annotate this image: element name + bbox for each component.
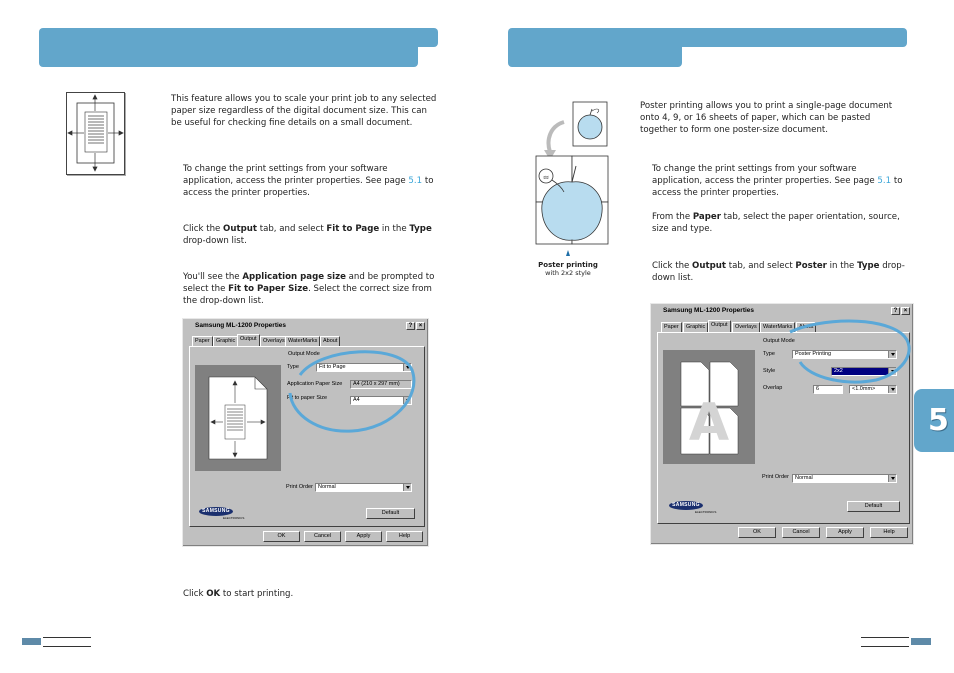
tab-output[interactable]: Output xyxy=(237,334,260,346)
poster-letter-text: A xyxy=(688,393,730,453)
right-intro-text: Poster printing allows you to print a single-page document onto 4, 9, or 16 sheets of paper, which can be pasted together to form one poster-size document. xyxy=(640,101,893,136)
help-button[interactable]: Help xyxy=(870,527,908,538)
txt: You'll see the xyxy=(183,272,243,282)
right-header-band xyxy=(508,28,682,67)
default-button[interactable]: Default xyxy=(847,501,900,512)
samsung-logo-sub: ELECTRONICS xyxy=(695,510,717,514)
fit-size-value: A4 xyxy=(353,397,360,403)
left-intro-text: This feature allows you to scale your print job to any selected paper size regardless of the digital document size. This can be useful for checking fine details on a small document. xyxy=(171,94,437,129)
cancel-button[interactable]: Cancel xyxy=(304,531,341,542)
left-footer-bar xyxy=(22,638,41,645)
txt: To change the print settings from your software application, access the printer properties. See page xyxy=(652,164,878,187)
left-step1-text xyxy=(183,163,439,200)
type-label: Type xyxy=(287,364,299,370)
print-order-label: Print Order xyxy=(286,484,313,490)
txt-bold: Application page size xyxy=(242,272,346,282)
right-footer-line xyxy=(861,646,909,647)
right-step2-text xyxy=(652,211,908,235)
samsung-logo-sub: ELECTRONICS xyxy=(223,516,245,520)
tab-paper[interactable]: Paper xyxy=(661,322,682,332)
txt-bold: Type xyxy=(409,224,432,234)
right-step3-text xyxy=(652,260,908,284)
tab-graphic[interactable]: Graphic xyxy=(683,322,708,332)
txt-bold: Fit to Paper Size xyxy=(228,284,309,295)
txt: drop-down list. xyxy=(652,261,905,284)
style-label: Style xyxy=(763,368,776,374)
fit-size-label: Fit to paper Size xyxy=(287,395,328,401)
type-label: Type xyxy=(763,351,775,357)
print-order-label: Print Order xyxy=(762,474,789,480)
chevron-down-icon[interactable] xyxy=(888,475,896,482)
poster-subcaption: with 2x2 style xyxy=(545,269,591,277)
page-preview xyxy=(663,350,755,464)
left-header-band-tab xyxy=(400,28,438,47)
txt: to start printing. xyxy=(220,589,294,599)
overlap-label: Overlap xyxy=(763,385,783,391)
type-value: Fit to Page xyxy=(319,364,346,370)
app-size-value: A4 (210 x 297 mm) xyxy=(353,381,400,387)
highlight-ellipse-right xyxy=(780,318,920,388)
apply-button[interactable]: Apply xyxy=(345,531,382,542)
ok-button[interactable]: OK xyxy=(738,527,776,538)
print-order-select[interactable] xyxy=(792,474,897,483)
tab-paper[interactable]: Paper xyxy=(192,336,213,346)
dialog-title xyxy=(653,306,911,316)
left-step2-text xyxy=(183,223,439,247)
txt: tab, and select xyxy=(256,224,327,234)
right-header-band-tab xyxy=(670,28,907,47)
type-value: Poster Printing xyxy=(795,351,832,357)
print-order-value: Normal xyxy=(795,475,813,481)
txt-bold: Output xyxy=(692,261,726,271)
left-header-band xyxy=(39,28,418,67)
output-mode-label: Output Mode xyxy=(763,338,795,344)
tab-graphic[interactable]: Graphic xyxy=(213,336,238,346)
left-step3-text xyxy=(183,271,439,308)
tab-about[interactable]: About xyxy=(796,322,816,332)
right-footer-bar xyxy=(911,638,931,645)
close-icon[interactable]: × xyxy=(901,307,910,315)
help-button[interactable]: Help xyxy=(386,531,423,542)
dialog-title-text: Samsung ML-1200 Properties xyxy=(195,322,287,329)
txt: in the xyxy=(379,224,410,234)
print-order-select[interactable] xyxy=(315,483,412,492)
ok-button[interactable]: OK xyxy=(263,531,300,542)
samsung-logo: SAMSUNG xyxy=(199,507,233,516)
tab-overlays[interactable]: Overlays xyxy=(732,322,760,332)
page-link[interactable]: 5.1 xyxy=(877,176,892,187)
left-step1-part: to access the printer properties. xyxy=(183,176,434,199)
txt: tab, and select xyxy=(725,261,796,271)
output-mode-label: Output Mode xyxy=(288,351,320,357)
cancel-button[interactable]: Cancel xyxy=(782,527,820,538)
right-footer-line xyxy=(861,637,909,638)
txt-bold: OK xyxy=(206,589,221,599)
txt: tab, select the paper orientation, source, size and type. xyxy=(652,212,900,235)
help-icon[interactable]: ? xyxy=(891,307,900,315)
samsung-logo: SAMSUNG xyxy=(669,501,703,510)
tab-watermarks[interactable]: WaterMarks xyxy=(285,336,320,346)
poster-illustration xyxy=(528,100,612,260)
txt: to access the printer properties. xyxy=(652,176,903,199)
left-footer-line xyxy=(43,637,91,638)
overlap-unit-value: <1.0mm> xyxy=(852,386,876,392)
app-size-label: Application Paper Size xyxy=(287,381,343,387)
help-icon[interactable]: ? xyxy=(406,322,415,330)
default-button[interactable]: Default xyxy=(366,508,415,519)
txt: drop-down list. xyxy=(183,236,247,247)
left-footer-line xyxy=(43,646,91,647)
tab-output[interactable]: Output xyxy=(708,320,731,332)
page-preview xyxy=(195,365,281,471)
chapter-tab xyxy=(914,389,954,452)
highlight-ellipse-left xyxy=(280,345,420,435)
txt-bold: Paper xyxy=(692,212,721,222)
txt: and be prompted to select the xyxy=(183,272,435,295)
txt: Click the xyxy=(652,261,693,271)
txt: Click the xyxy=(183,224,224,234)
fit-to-page-icon xyxy=(66,92,125,175)
left-step4-text xyxy=(183,588,439,600)
worm-face-text: ಠಠ xyxy=(543,175,549,181)
tab-overlays[interactable]: Overlays xyxy=(260,336,288,346)
overlap-value: 6 xyxy=(816,386,820,392)
txt: in the xyxy=(826,261,858,271)
txt: Click xyxy=(183,589,207,599)
style-value: 2x2 xyxy=(834,368,843,374)
page-link[interactable]: 5.1 xyxy=(408,176,423,187)
chapter-number: 5 xyxy=(928,403,949,438)
tab-watermarks[interactable]: WaterMarks xyxy=(760,322,795,332)
poster-caption: Poster printing xyxy=(538,261,598,269)
dialog-title xyxy=(185,321,426,331)
txt-bold: Output xyxy=(223,224,257,234)
print-order-value: Normal xyxy=(318,484,336,490)
txt-bold: Type xyxy=(857,261,880,271)
left-step1-part: To change the print settings from your software application, access the printer properties. See page xyxy=(183,164,409,187)
apply-button[interactable]: Apply xyxy=(826,527,864,538)
chevron-down-icon[interactable] xyxy=(403,484,411,491)
txt: From the xyxy=(652,212,693,222)
txt-bold: Poster xyxy=(795,261,827,271)
txt: . Select the correct size from the drop-down list. xyxy=(183,284,432,307)
close-icon[interactable]: × xyxy=(416,322,425,330)
dialog-title-text: Samsung ML-1200 Properties xyxy=(663,307,755,314)
txt-bold: Fit to Page xyxy=(326,224,380,234)
right-step1-text xyxy=(652,163,908,200)
tab-about[interactable]: About xyxy=(320,336,340,346)
